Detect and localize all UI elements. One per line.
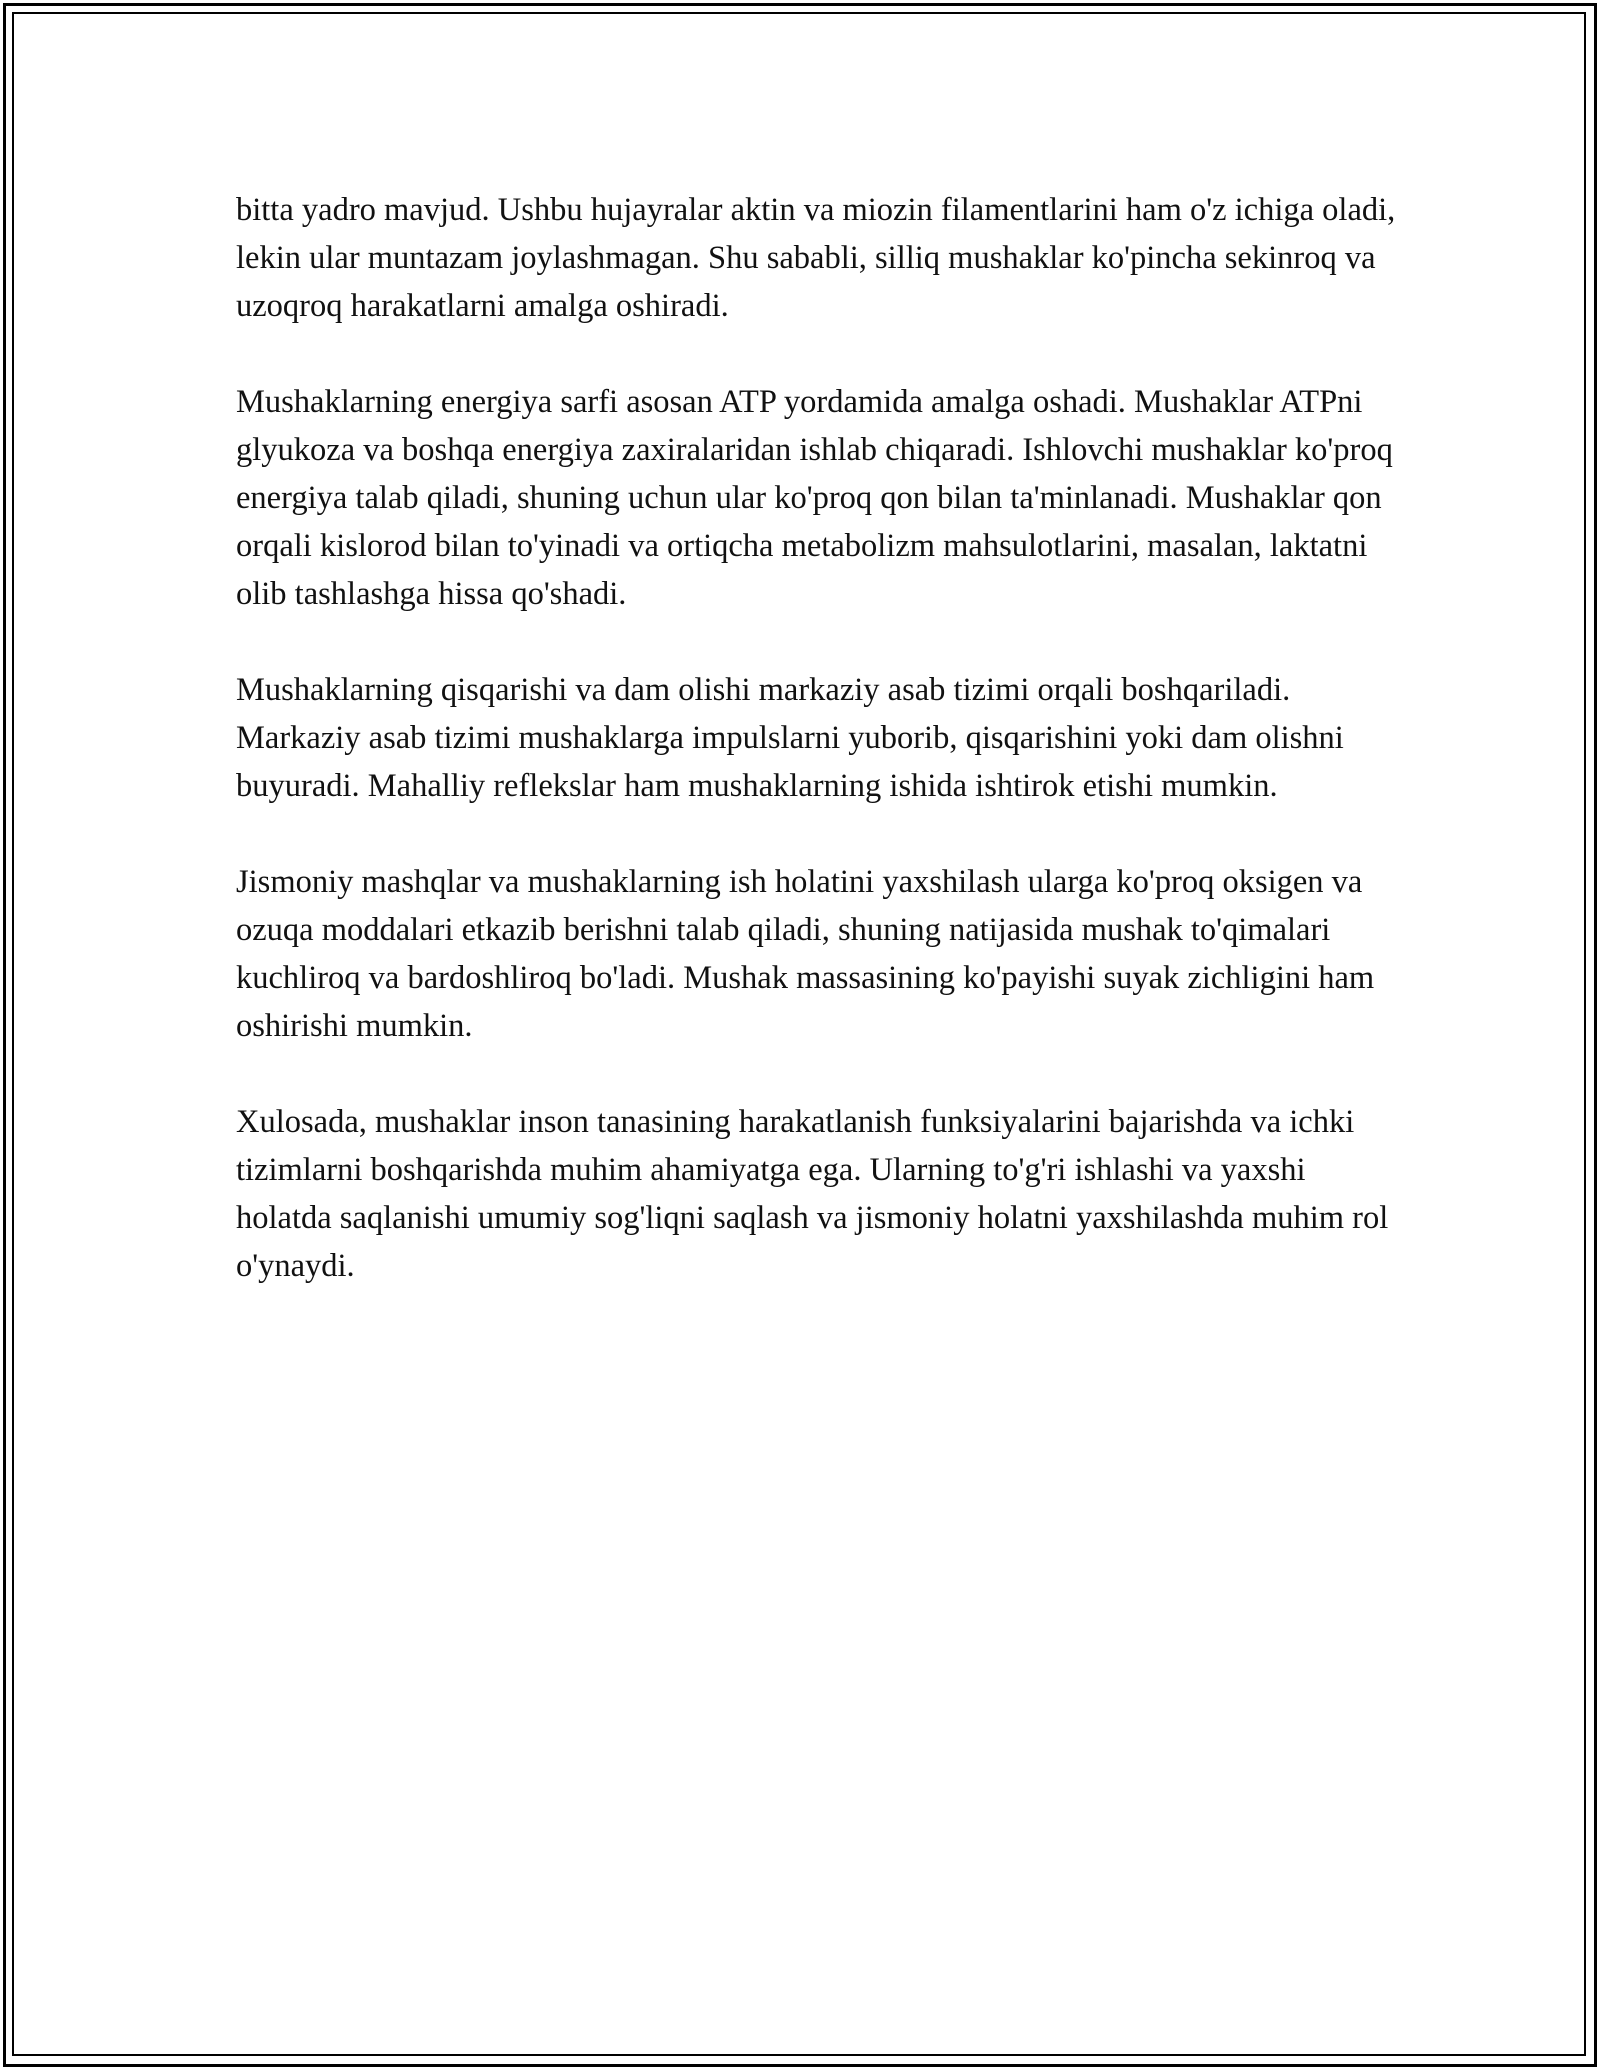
paragraph-smooth-muscle: bitta yadro mavjud. Ushbu hujayralar aktin va miozin filamentlarini ham o'z ichiga oladi, lekin ular muntazam joylashmagan. Shu sababli, silliq mushaklar ko'pincha sekinroq va uzoqroq harakatlarni amalga oshiradi. bbox=[236, 192, 1396, 324]
paragraph-conclusion: Xulosada, mushaklar inson tanasining harakatlanish funksiyalarini bajarishda va ichki tizimlarni boshqarishda muhim ahamiyatga ega. Ularning to'g'ri ishlashi va yaxshi holatda saqlanishi umumiy sog'liqni saqlash va jismoniy holatni yaxshilashda muhim rol o'ynaydi. bbox=[236, 1104, 1389, 1284]
paragraph-nervous-control: Mushaklarning qisqarishi va dam olishi markaziy asab tizimi orqali boshqariladi. Markaziy asab tizimi mushaklarga impulslarni yuborib, qisqarishini yoki dam olishni buyuradi. Mahalliy reflekslar ham mushaklarning ishida ishtirok etishi mumkin. bbox=[236, 672, 1344, 804]
document-body bbox=[236, 186, 1396, 1290]
paragraph-energy: Mushaklarning energiya sarfi asosan ATP yordamida amalga oshadi. Mushaklar ATPni glyukoza va boshqa energiya zaxiralaridan ishlab chiqaradi. Ishlovchi mushaklar ko'proq energiya talab qiladi, shuning uchun ular ko'proq qon bilan ta'minlanadi. Mushaklar qon orqali kislorod bilan to'yinadi va ortiqcha metabolizm mahsulotlarini, masalan, laktatni olib tashlashga hissa qo'shadi. bbox=[236, 384, 1393, 612]
paragraph-exercise: Jismoniy mashqlar va mushaklarning ish holatini yaxshilash ularga ko'proq oksigen va ozuqa moddalari etkazib berishni talab qiladi, shuning natijasida mushak to'qimalari kuchliroq va bardoshliroq bo'ladi. Mushak massasining ko'payishi suyak zichligini ham oshirishi mumkin. bbox=[236, 864, 1375, 1044]
